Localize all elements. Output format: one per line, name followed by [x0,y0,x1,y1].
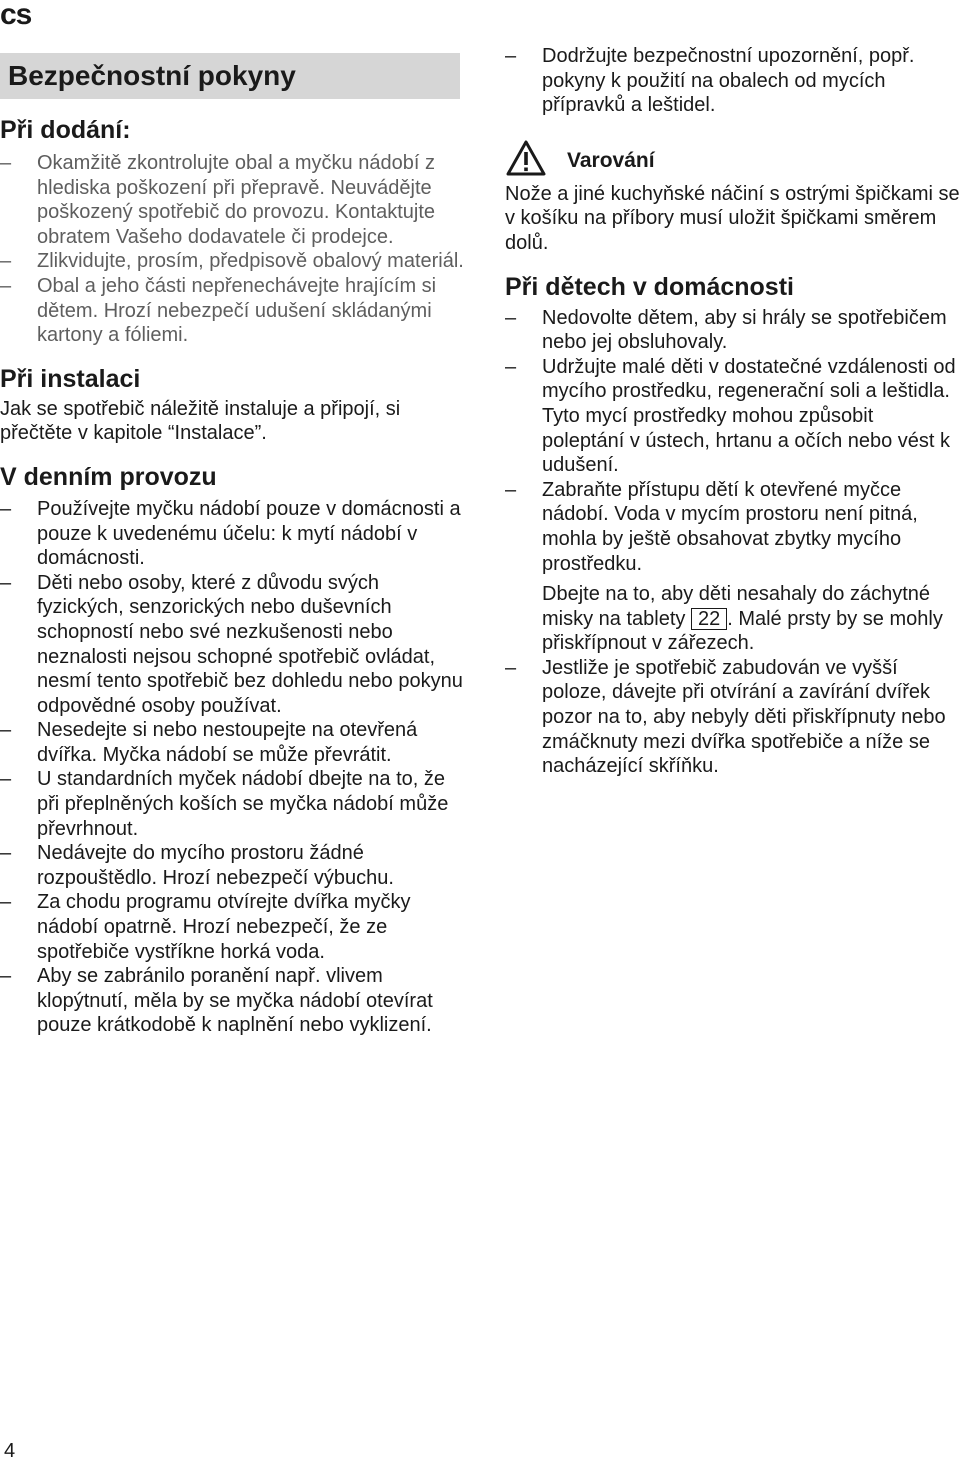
page-number: 4 [4,1440,16,1462]
installation-text: Jak se spotřebič náležitě instaluje a připojí, si přečtěte v kapitole “Instalace”. [0,397,401,445]
daily-use-list-continued [505,44,960,118]
list-item: – Okamžitě zkontrolujte obal a myčku nádobí z hlediska poškození při přepravě. Neuvádějte poškozený spotřebič do provozu. Kontaktujte obratem Vašeho dodavatele či prodejce. [0,151,470,249]
daily-use-heading: V denním provozu [0,462,217,491]
list-item: – Zlikvidujte, prosím, předpisově obalový materiál. [0,249,470,274]
section-title: Bezpečnostní pokyny [8,60,296,91]
warning-title: Varování [567,148,655,172]
list-item-text: Zabraňte přístupu dětí k otevřené myčce nádobí. Voda v mycím prostoru není pitná, mohla by ještě obsahovat zbytky mycího prostředku. [542,478,918,575]
list-item: – Aby se zabránilo poranění např. vlivem klopýtnutí, měla by se myčka nádobí otevírat pouze krátkodobě k naplnění nebo vyklizení. [0,964,470,1038]
right-column [505,44,960,779]
daily-use-list [0,497,470,1038]
figure-reference: 22 [691,608,727,630]
list-item-note [542,582,960,656]
warning-header [505,140,960,182]
warning-triangle-icon [505,139,547,182]
note-text-after: . Malé prsty by se mohly přiskřípnout v zářezech. [542,607,943,655]
list-item: – Udržujte malé děti v dostatečné vzdálenosti od mycího prostředku, regenerační soli a leštidla. Tyto mycí prostředky mohou způsobit poleptání v ústech, hrtanu a očích nebo vést k udušení. [505,355,960,478]
list-item: – Dodržujte bezpečnostní upozornění, popř. pokyny k použití na obalech od mycích přípravků a leštidel. [505,44,960,118]
list-item: – Děti nebo osoby, které z důvodu svých fyzických, senzorických nebo duševních schopností nebo své nezkušenosti nebo neznalosti nejsou schopné spotřebič ovládat, nesmí tento spotřebič bez dohledu nebo pokynu odpovědné osoby používat. [0,571,470,719]
list-item: – Nedovolte dětem, aby si hrály se spotřebičem nebo jej obsluhovaly. [505,306,960,355]
delivery-heading: Při dodání: [0,116,131,144]
delivery-list [0,151,470,348]
list-item: – Jestliže je spotřebič zabudován ve vyšší poloze, dávejte při otvírání a zavírání dvířek pozor na to, aby nebyly děti přiskřípnuty nebo zmáčknuty mezi dvířka spotřebiče a níže se nacházející skříňku. [505,656,960,779]
section-banner [0,53,460,99]
warning-text: Nože a jiné kuchyňské náčiní s ostrými špičkami se v košíku na příbory musí uložit špičkami směrem dolů. [505,182,960,254]
list-item: – U standardních myček nádobí dbejte na to, že při přeplněných koších se myčka nádobí může převrhnout. [0,767,470,841]
installation-heading: Při instalaci [0,364,141,393]
note-text-before: Dbejte na to, aby děti nesahaly do záchytné misky na tablety [542,583,931,630]
list-item [505,478,960,656]
children-heading: Při dětech v domácnosti [505,272,794,301]
left-column [0,53,470,1038]
language-code: cs [0,0,32,31]
list-item: – Nedávejte do mycího prostoru žádné rozpouštědlo. Hrozí nebezpečí výbuchu. [0,841,470,890]
list-item: – Nesedejte si nebo nestoupejte na otevřená dvířka. Myčka nádobí se může převrátit. [0,718,470,767]
children-list [505,306,960,779]
list-item: – Za chodu programu otvírejte dvířka myčky nádobí opatrně. Hrozí nebezpečí, že ze spotřebiče vystříkne horká voda. [0,890,470,964]
list-item: – Používejte myčku nádobí pouze v domácnosti a pouze k uvedenému účelu: k mytí nádobí v domácnosti. [0,497,470,571]
list-item: – Obal a jeho části nepřenechávejte hrajícím si dětem. Hrozí nebezpečí udušení skládanými kartony a fóliemi. [0,274,470,348]
